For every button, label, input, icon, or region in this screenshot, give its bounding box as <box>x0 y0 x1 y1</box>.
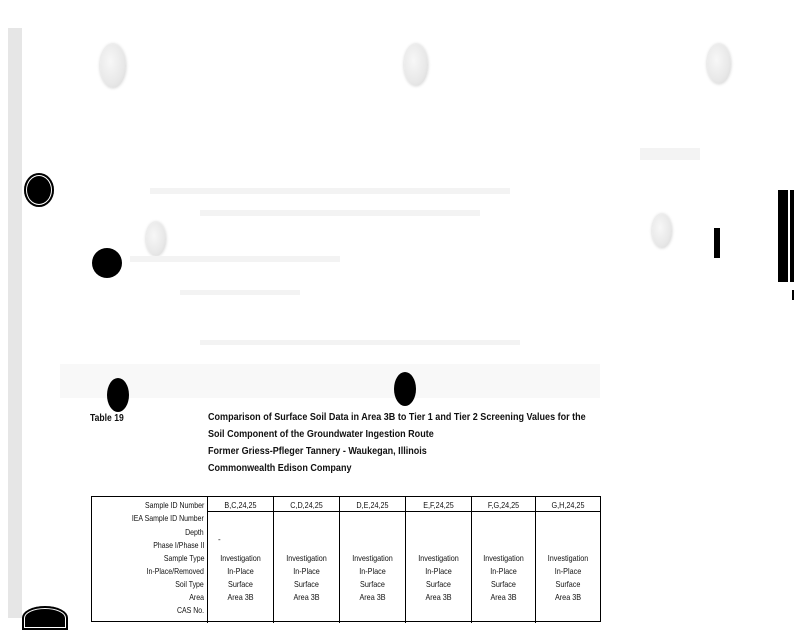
sample-column <box>274 497 340 623</box>
sample-type: Investigation <box>547 553 589 563</box>
area-value: Area 3B <box>227 592 254 602</box>
row-header: Phase I/Phase II <box>152 540 204 550</box>
soil-type: Surface <box>426 579 451 589</box>
sample-id: D,E,24,25 <box>356 500 389 510</box>
depth-value: - <box>218 535 221 544</box>
area-value: Area 3B <box>554 592 582 602</box>
row-header: Sample ID Number <box>144 500 204 510</box>
row-header: Soil Type <box>175 579 204 589</box>
soil-type: Surface <box>228 579 253 589</box>
sample-column <box>208 497 274 623</box>
row-header-column <box>92 497 208 623</box>
edge-mark <box>778 190 788 282</box>
punch-hole-ghost <box>652 214 672 248</box>
row-header: Sample Type <box>163 553 204 563</box>
sample-id: F,G,24,25 <box>487 500 520 510</box>
bleed-through-line <box>180 290 300 295</box>
title-line: Soil Component of the Groundwater Ingestion Route <box>208 428 434 440</box>
bleed-through-line <box>150 188 510 194</box>
cell-divider <box>340 511 405 512</box>
sample-id: C,D,24,25 <box>290 500 323 510</box>
bleed-through-line <box>640 148 700 160</box>
area-value: Area 3B <box>293 592 320 602</box>
area-value: Area 3B <box>490 592 517 602</box>
sample-column <box>340 497 406 623</box>
soil-type: Surface <box>294 579 319 589</box>
binding-strip <box>8 28 22 618</box>
cell-divider <box>472 511 535 512</box>
title-line: Comparison of Surface Soil Data in Area 3B to Tier 1 and Tier 2 Screening Values for the <box>208 411 586 423</box>
cell-divider <box>208 511 273 512</box>
soil-type: Surface <box>491 579 516 589</box>
sample-type: Investigation <box>483 553 524 563</box>
data-table <box>91 496 601 622</box>
row-header: In-Place/Removed <box>146 566 204 576</box>
in-place-value: In-Place <box>293 566 320 576</box>
sample-type: Investigation <box>220 553 261 563</box>
punch-hole <box>92 248 122 278</box>
row-header: IEA Sample ID Number <box>131 513 204 523</box>
sample-id: G,H,24,25 <box>551 500 585 510</box>
sample-type: Investigation <box>352 553 393 563</box>
sample-column <box>472 497 536 623</box>
punch-hole-ghost <box>100 44 126 88</box>
bleed-through-line <box>60 364 600 398</box>
cell-divider <box>536 511 600 512</box>
soil-type: Surface <box>360 579 385 589</box>
sample-column <box>536 497 600 623</box>
in-place-value: In-Place <box>227 566 254 576</box>
row-header: Area <box>189 592 204 602</box>
area-value: Area 3B <box>425 592 452 602</box>
table-title <box>208 409 586 477</box>
bleed-through-line <box>130 256 340 262</box>
in-place-value: In-Place <box>425 566 452 576</box>
sample-id: B,C,24,25 <box>224 500 257 510</box>
cell-divider <box>274 511 339 512</box>
punch-hole-ghost <box>707 44 731 84</box>
sample-id: E,F,24,25 <box>423 500 454 510</box>
punch-hole <box>394 372 416 406</box>
area-value: Area 3B <box>359 592 386 602</box>
table-label: Table 19 <box>90 413 124 424</box>
in-place-value: In-Place <box>554 566 582 576</box>
cell-divider <box>406 511 471 512</box>
bleed-through-line <box>200 210 480 216</box>
title-line: Commonwealth Edison Company <box>208 462 352 474</box>
soil-type: Surface <box>555 579 581 589</box>
punch-hole-ghost <box>146 222 166 256</box>
row-header: CAS No. <box>176 605 204 615</box>
row-header: Depth <box>185 527 204 537</box>
in-place-value: In-Place <box>359 566 386 576</box>
punch-hole <box>107 378 129 412</box>
edge-mark <box>790 190 794 282</box>
edge-mark <box>792 290 794 300</box>
punch-hole-ghost <box>404 44 428 86</box>
title-line: Former Griess-Pfleger Tannery - Waukegan, Illinois <box>208 445 427 457</box>
sample-column <box>406 497 472 623</box>
punch-hole <box>24 173 54 207</box>
in-place-value: In-Place <box>490 566 517 576</box>
sample-type: Investigation <box>418 553 459 563</box>
bleed-through-line <box>200 340 520 345</box>
sample-type: Investigation <box>286 553 327 563</box>
edge-mark <box>714 228 720 258</box>
punch-hole <box>22 606 68 630</box>
